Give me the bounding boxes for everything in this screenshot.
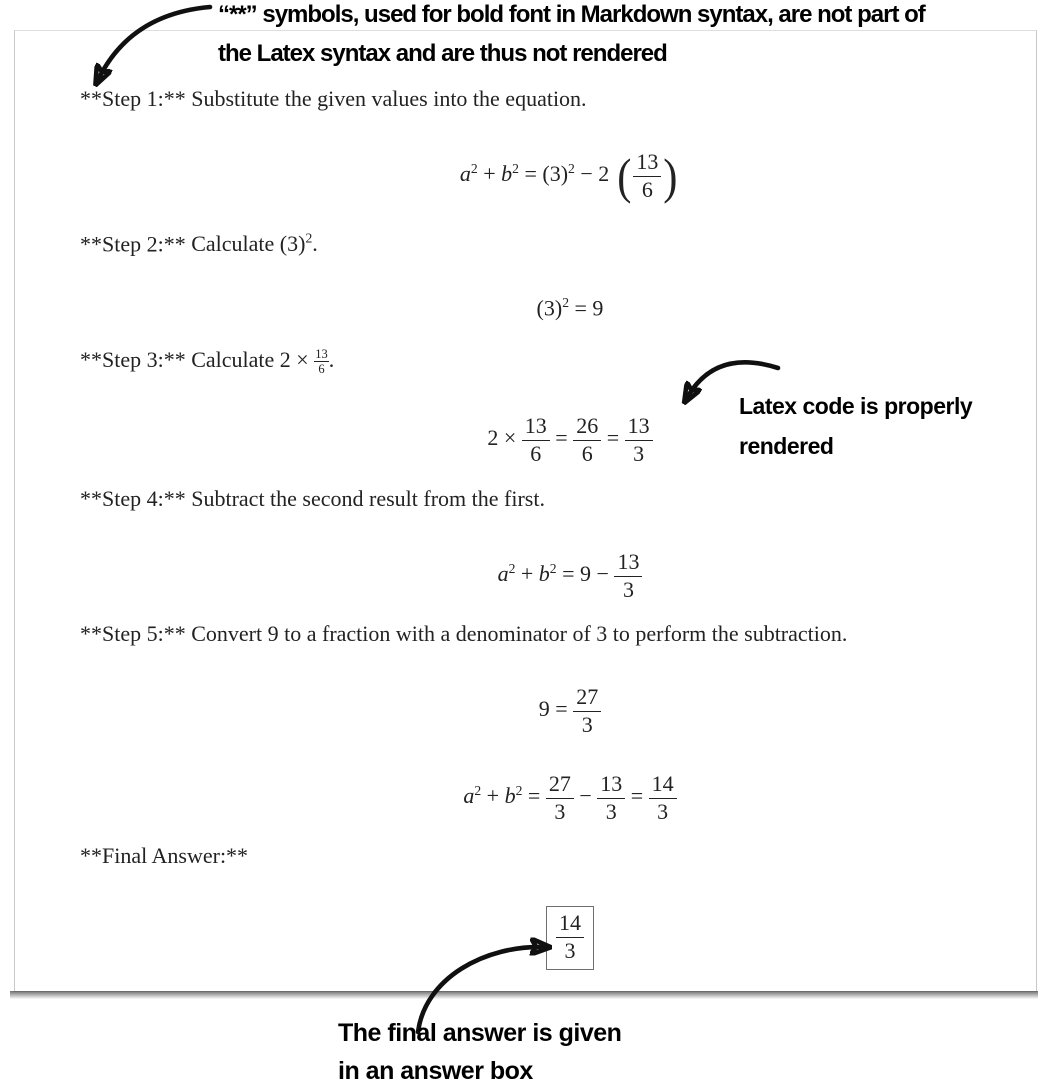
step-3-text: Calculate 2 × $\frac{13}{6}$ . — [185, 347, 335, 376]
step-1-text: Substitute the given values into the equation. — [185, 86, 587, 111]
annotation-answer-note-line2: in an answer box — [338, 1057, 533, 1085]
step-2 — [80, 224, 318, 259]
equation-step5-a: 9 = $\frac{27}{3}$ — [120, 685, 1020, 737]
final-answer-label — [80, 841, 248, 871]
step-5-label: **Step 5:** — [80, 621, 186, 646]
annotation-latex-note-line1: Latex code is properly — [739, 393, 973, 419]
equation-step3: 2 × $\frac{13}{6}$ = $\frac{26}{6}$ = $\frac{13}{3}$ — [120, 414, 1020, 466]
step-3-label: **Step 3:** — [80, 347, 186, 372]
equation-step1: $a^2 + b^2 = (3)^2 - 2$ ( $\frac{13}{6}$ ) — [459, 147, 678, 204]
annotation-markdown-note-line1: “**” symbols, used for bold font in Markdown syntax, are not part of — [218, 1, 925, 28]
step-5 — [80, 619, 847, 649]
equation-step2: $(3)^2 = 9$ — [536, 295, 604, 321]
step-2-label: **Step 2:** — [80, 231, 186, 257]
step-4-label: **Step 4:** — [80, 486, 186, 511]
final-answer-fraction: $\frac{14}{3}$ — [556, 922, 584, 947]
final-answer-label-text: **Final Answer:** — [80, 843, 249, 868]
annotation-latex-note-line2: rendered — [739, 433, 834, 459]
equation-step5-b: $a^2 + b^2$ = $\frac{27}{3}$ − $\frac{13}{3}$ = $\frac{14}{3}$ — [120, 772, 1020, 824]
step-4 — [80, 484, 545, 514]
annotation-latex-note — [739, 386, 972, 466]
annotation-markdown-note — [218, 0, 925, 73]
step-4-text: Subtract the second result from the first. — [185, 486, 545, 511]
step-1 — [80, 84, 587, 114]
equation-step4: $a^2 + b^2 = 9$ − $\frac{13}{3}$ — [120, 550, 1020, 602]
annotation-answer-note-line1: The final answer is given — [338, 1019, 622, 1047]
step-3 — [80, 345, 334, 376]
step-5-text: Convert 9 to a fraction with a denominator of 3 to perform the subtraction. — [185, 621, 848, 646]
annotation-markdown-note-line2: the Latex syntax and are thus not rendered — [218, 40, 667, 67]
step-2-text: Calculate $(3)^2$. — [185, 231, 318, 257]
step-1-label: **Step 1:** — [80, 86, 186, 111]
annotation-answer-note — [338, 1014, 621, 1086]
